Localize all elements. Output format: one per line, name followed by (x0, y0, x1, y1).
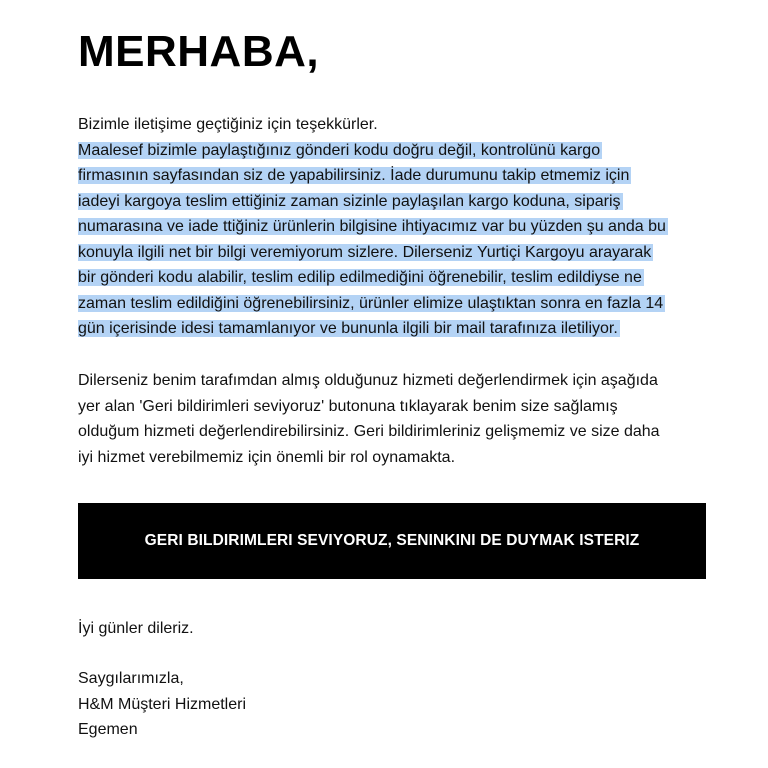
feedback-line: Dilerseniz benim tarafımdan almış olduğunuz hizmeti değerlendirmek için aşağıda (78, 372, 658, 389)
selected-text-line (78, 189, 718, 215)
signoff-company: H&M Müşteri Hizmetleri (78, 695, 247, 713)
signoff-agent-name: Egemen (78, 721, 138, 738)
closing-text: İyi günler dileriz. (78, 620, 194, 637)
selected-text-line (78, 240, 718, 266)
feedback-line: olduğum hizmeti değerlendirebilirsiniz. Geri bildirimleriniz gelişmemiz ve size daha (78, 423, 660, 440)
selected-text[interactable]: bir gönderi kodu alabilir, teslim edilip edilmediğini öğrenebilir, teslim edildiyse ne (78, 269, 642, 286)
closing-line (78, 616, 718, 642)
selected-text[interactable]: zaman teslim edildiğini öğrenebilirsiniz, ürünler elimize ulaştıktan sonra en fazla 14 (78, 294, 664, 312)
thanks-line: Bizimle iletişime geçtiğiniz için teşekkürler. (78, 116, 378, 133)
selected-text[interactable]: gün içerisinde idesi tamamlanıyor ve bununla ilgili bir mail tarafınıza iletiliyor. (78, 320, 618, 337)
selected-text[interactable]: numarasına ve iade ttiğiniz ürünlerin bilgisine ihtiyacımız var bu yüzden şu anda bu (78, 218, 666, 235)
signature-block (78, 666, 718, 743)
selected-text-line (78, 214, 718, 240)
selected-text[interactable]: iadeyi kargoya teslim ettiğiniz zaman sizinle paylaşılan kargo koduna, sipariş (78, 192, 621, 210)
feedback-line: yer alan 'Geri bildirimleri seviyoruz' butonuna tıklayarak benim size sağlamış (78, 397, 618, 415)
selected-text-line (78, 316, 718, 342)
selected-text[interactable]: Maalesef bizimle paylaştığınız gönderi kodu doğru değil, kontrolünü kargo (78, 141, 601, 159)
selected-text-line (78, 265, 718, 291)
selected-text-line (78, 291, 718, 317)
feedback-button[interactable]: GERI BILDIRIMLERI SEVIYORUZ, SENINKINI DE DUYMAK ISTERIZ (78, 503, 706, 579)
signoff-regards: Saygılarımızla, (78, 670, 184, 687)
feedback-line: iyi hizmet verebilmemiz için önemli bir rol oynamakta. (78, 448, 456, 466)
feedback-paragraph (78, 368, 718, 470)
intro-paragraph (78, 112, 718, 342)
greeting-heading: MERHABA, (78, 27, 320, 76)
selected-text[interactable]: firmasının sayfasından siz de yapabilirsiniz. İade durumunu takip etmemiz için (78, 167, 630, 184)
selected-text-line (78, 138, 718, 164)
selected-text-line (78, 163, 718, 189)
selected-text[interactable]: konuyla ilgili net bir bilgi veremiyorum sizlere. Dilerseniz Yurtiçi Kargoyu arayarak (78, 243, 652, 261)
